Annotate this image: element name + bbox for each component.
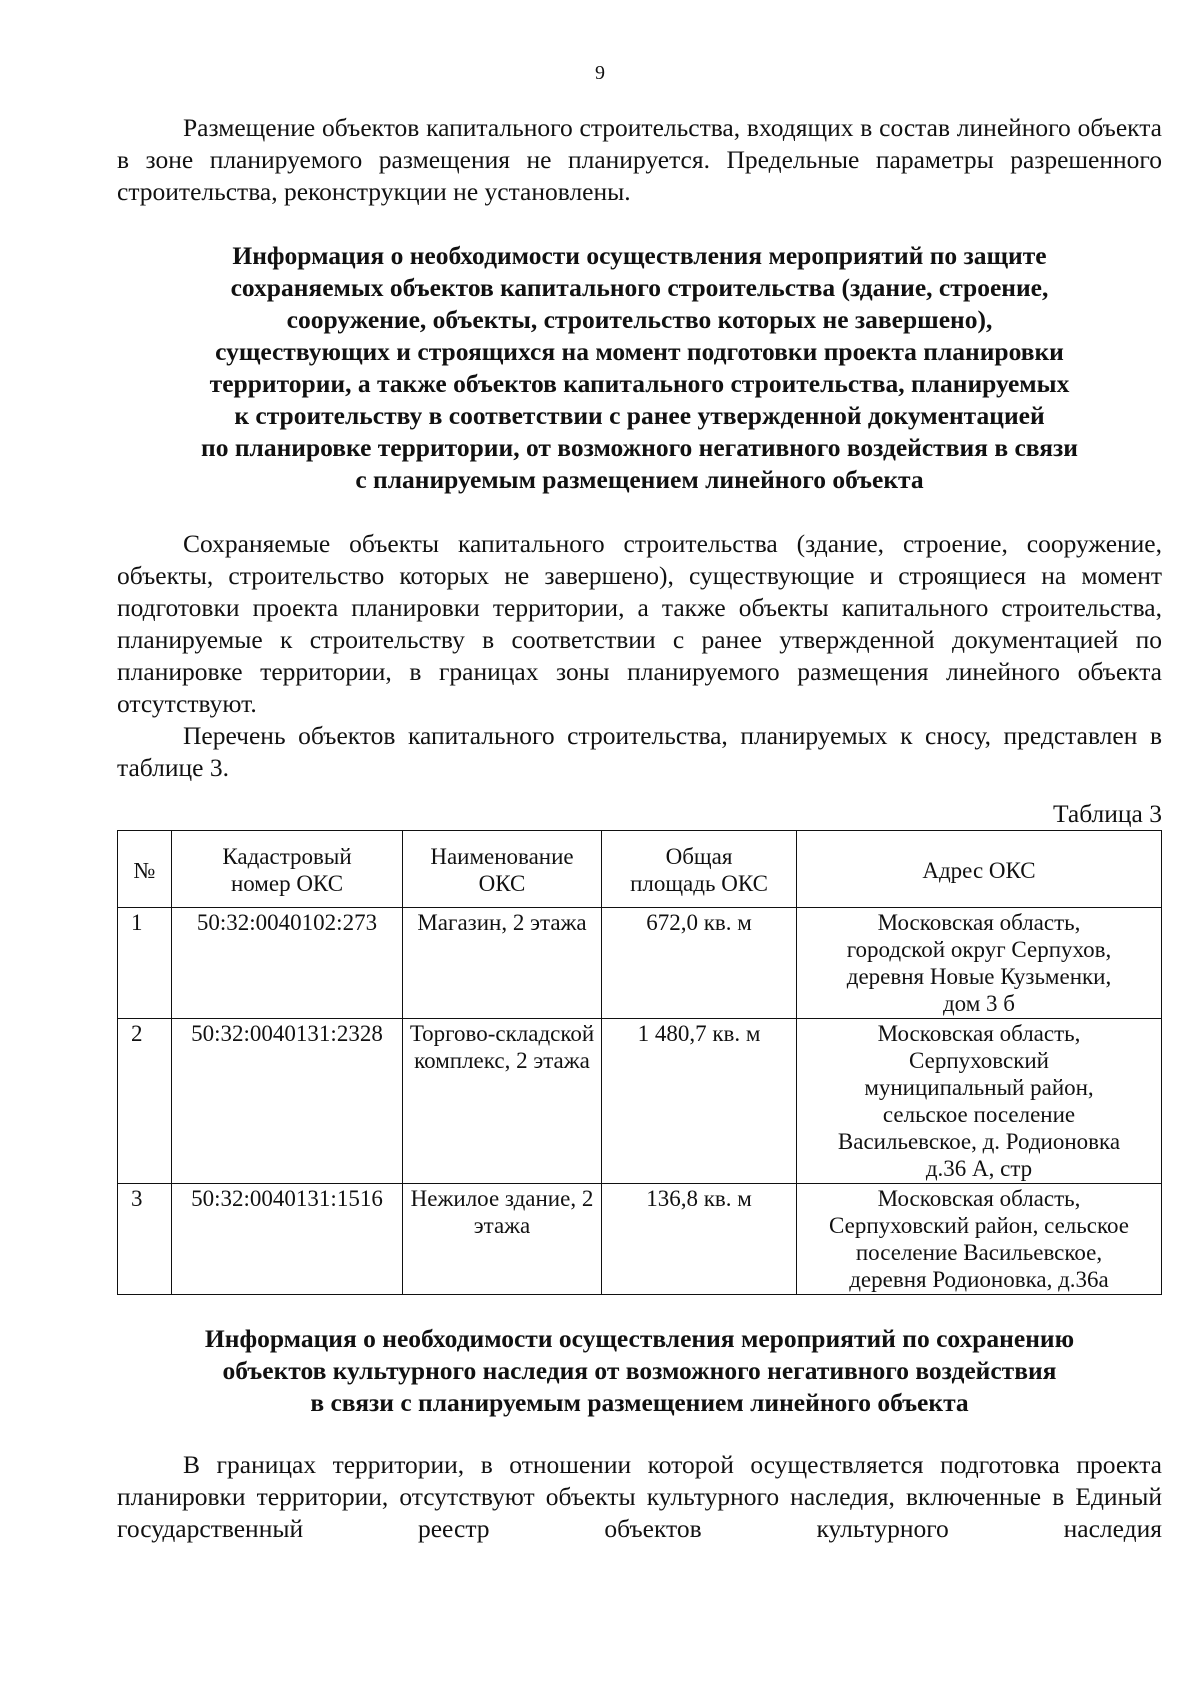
heading-line: Информация о необходимости осуществления мероприятий по защите — [232, 241, 1047, 270]
heading-line: с планируемым размещением линейного объекта — [355, 465, 924, 494]
cell-total-area: 136,8 кв. м — [602, 1184, 797, 1295]
table-caption: Таблица 3 — [1052, 799, 1162, 828]
heading-line: сооружение, объекты, строительство которых не завершено), — [286, 305, 993, 334]
cell-cadastral-number: 50:32:0040102:273 — [172, 908, 403, 1019]
header-total-area: Общая площадь ОКС — [602, 831, 797, 908]
cell-address: Московская область, Серпуховский муниципальный район, сельское поселение Васильевское, д. Родионовка д.36 А, стр — [797, 1019, 1162, 1184]
heading-line: в связи с планируемым размещением линейного объекта — [310, 1388, 969, 1417]
cell-address: Московская область, Серпуховский район, сельское поселение Васильевское, деревня Родионовка, д.36а — [797, 1184, 1162, 1295]
table-row — [118, 1019, 1162, 1184]
preserved-objects-paragraph: Сохраняемые объекты капитального строительства (здание, строение, сооружение, объекты, строительство которых не завершено), существующие и строящиеся на момент подготовки проекта планировки территории, а также объекты капитального строительства, планируемые к строительству в соответствии с ранее утвержденной документацией по планировке территории, в границах зоны планируемого размещения линейного объекта отсутствуют. — [117, 529, 1162, 718]
table-row — [118, 908, 1162, 1019]
cell-object-name: Магазин, 2 этажа — [403, 908, 602, 1019]
header-address: Адрес ОКС — [797, 831, 1162, 908]
table-header-row — [118, 831, 1162, 908]
section-heading-cultural-heritage — [117, 1323, 1162, 1419]
intro-paragraph: Размещение объектов капитального строительства, входящих в состав линейного объекта в зоне планируемого размещения не планируется. Предельные параметры разрешенного строительства, реконструкции не установлены. — [117, 113, 1162, 206]
heading-line: Информация о необходимости осуществления мероприятий по сохранению — [204, 1324, 1075, 1353]
header-object-name: Наименование ОКС — [403, 831, 602, 908]
cell-address: Московская область, городской округ Серпухов, деревня Новые Кузьменки, дом 3 б — [797, 908, 1162, 1019]
cell-total-area: 672,0 кв. м — [602, 908, 797, 1019]
table-row — [118, 1184, 1162, 1295]
cell-number: 3 — [118, 1184, 172, 1295]
cell-number: 1 — [118, 908, 172, 1019]
cell-object-name: Торгово-складской комплекс, 2 этажа — [403, 1019, 602, 1184]
heading-line: территории, а также объектов капитального строительства, планируемых — [209, 369, 1070, 398]
section-heading-protection — [117, 240, 1162, 496]
header-number: № — [118, 831, 172, 908]
heading-line: объектов культурного наследия от возможного негативного воздействия — [222, 1356, 1057, 1385]
demolition-list-paragraph: Перечень объектов капитального строительства, планируемых к сносу, представлен в таблице 3. — [117, 721, 1162, 782]
page-number: 9 — [595, 62, 605, 84]
cell-number: 2 — [118, 1019, 172, 1184]
heading-line: существующих и строящихся на момент подготовки проекта планировки — [215, 337, 1064, 366]
heading-line: по планировке территории, от возможного негативного воздействия в связи — [201, 433, 1078, 462]
cell-object-name: Нежилое здание, 2 этажа — [403, 1184, 602, 1295]
heading-line: к строительству в соответствии с ранее утвержденной документацией — [234, 401, 1045, 430]
heading-line: сохраняемых объектов капитального строительства (здание, строение, — [230, 273, 1049, 302]
demolition-objects-table — [117, 830, 1162, 1295]
cell-total-area: 1 480,7 кв. м — [602, 1019, 797, 1184]
cultural-heritage-paragraph: В границах территории, в отношении которой осуществляется подготовка проекта планировки территории, отсутствуют объекты культурного наследия, включенные в Единый государственный реестр объектов культурного наследия — [117, 1450, 1162, 1543]
document-body — [117, 112, 1162, 1545]
cell-cadastral-number: 50:32:0040131:1516 — [172, 1184, 403, 1295]
header-cadastral-number: Кадастровый номер ОКС — [172, 831, 403, 908]
cell-cadastral-number: 50:32:0040131:2328 — [172, 1019, 403, 1184]
